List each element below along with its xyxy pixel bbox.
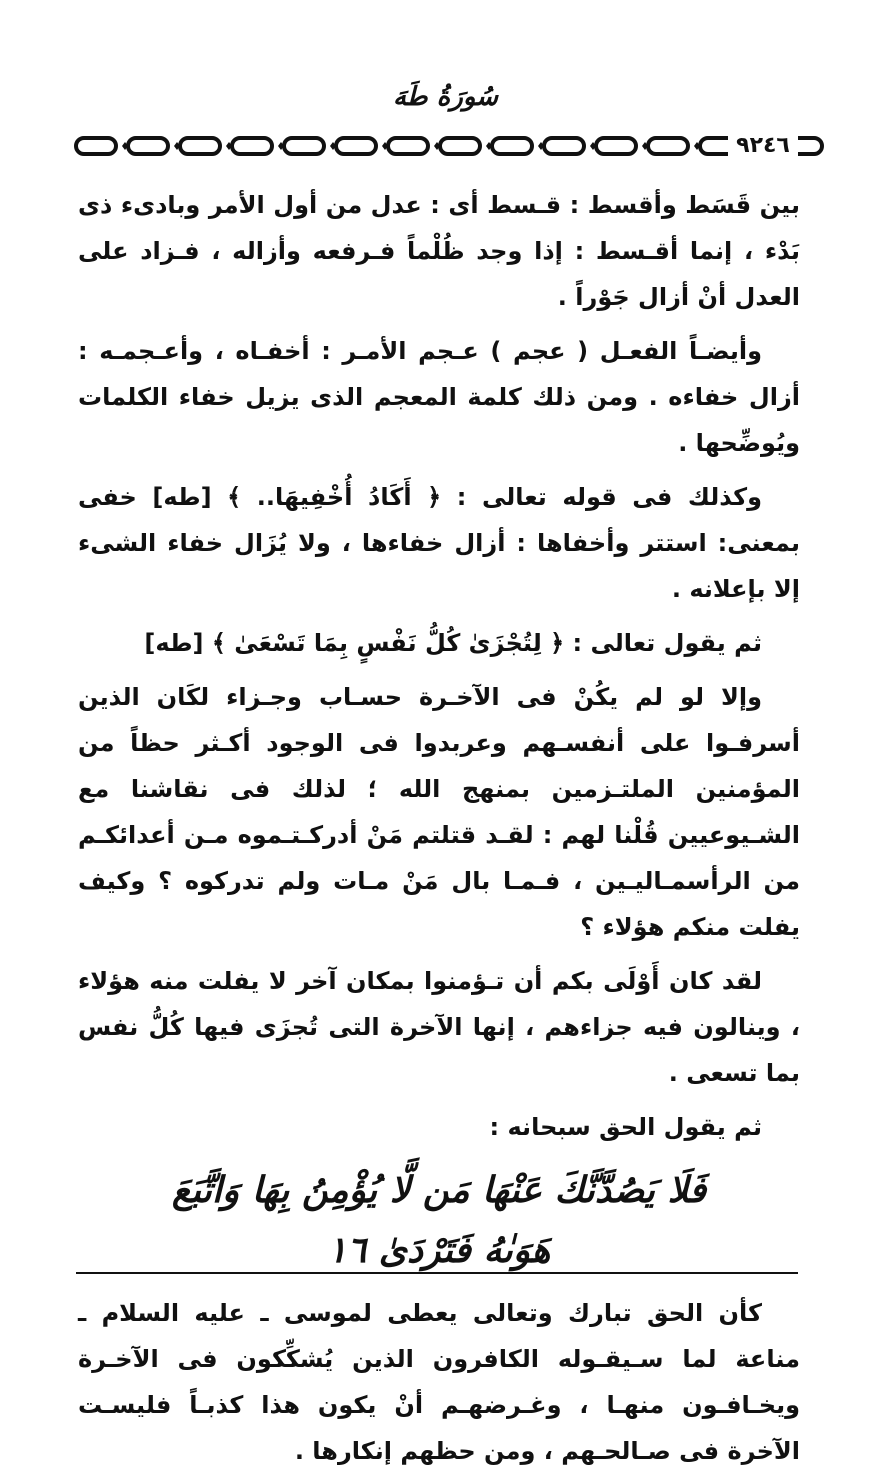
paragraph: بين قَسَط وأقسط : قـسط أى : عدل من أول الأمر وبادىء ذى بَدْء ، إنما أقـسط : إذا وجد ظُلْماً فـرفعه وأزاله ، فـزاد على العدل أنْ أزال جَوْراً . bbox=[78, 191, 800, 311]
footer-rule bbox=[76, 1272, 798, 1274]
verse-line: هَوَىٰهُ فَتَرْدَىٰ ١٦ bbox=[327, 1229, 551, 1271]
ornament-border bbox=[70, 132, 830, 160]
paragraph: كأن الحق تبارك وتعالى يعطى لموسى ـ عليه السلام ـ مناعة لما سـيقـوله الكافرون الذين يُشكِّكون فى الآخـرة ويخـافـون منهـا ، وغـرضهـم أنْ يكون هذا كذبـاً فليسـت الآخرة فى صـالحـهم ، ومن حظهم إنكارها . bbox=[78, 1299, 800, 1465]
paragraph: وإلا لو لم يكُنْ فى الآخـرة حسـاب وجـزاء لكَان الذين أسرفـوا على أنفسـهم وعربدوا فى الوجود أكـثر حظاً من المؤمنين الملتـزمين بمنهج الله ؛ لذلك فى نقاشنا مع الشـيوعيين قُلْنا لهم : لقـد قتلتم مَنْ أدركـتـموه مـن أعدائكـم من الرأسمـاليـين ، فـمـا بال مَنْ مـات ولم تدركوه ؟ وكيف يفلت منكم هؤلاء ؟ bbox=[78, 683, 800, 941]
quran-verse bbox=[78, 1160, 800, 1280]
surah-title: سُورَةُ طَهَ bbox=[392, 82, 499, 112]
page-number: ٩٢٤٦ bbox=[728, 134, 798, 158]
paragraph: لقد كان أَوْلَى بكم أن تـؤمنوا بمكان آخر لا يفلت منه هؤلاء ، وينالون فيه جزاءهم ، إنها الآخرة التى تُجزَى فيها كُلُّ نفس بما تسعى . bbox=[78, 967, 800, 1087]
body-text bbox=[78, 182, 800, 1482]
verse-line: فَلَا يَصُدَّنَّكَ عَنْهَا مَن لَّا يُؤْمِنُ بِهَا وَاتَّبَعَ bbox=[171, 1169, 707, 1211]
paragraph: ثم يقول تعالى : ﴿ لِتُجْزَىٰ كُلُّ نَفْسٍ بِمَا تَسْعَىٰ ﴾ [طه] bbox=[144, 629, 762, 657]
paragraph: ثم يقول الحق سبحانه : bbox=[489, 1113, 762, 1141]
paragraph: وكذلك فى قوله تعالى : ﴿ أَكَادُ أُخْفِيهَا.. ﴾ [طه] خفى بمعنى: استتر وأخفاها : أزال خفاءها ، ولا يُزَال خفاء الشىء إلا بإعلانه . bbox=[78, 483, 800, 603]
paragraph: وأيضـاً الفعـل ( عجم ) عـجم الأمـر : أخفـاه ، وأعـجمـه : أزال خفاءه . ومن ذلك كلمة المعجم الذى يزيل خفاء الكلمات ويُوضِّحها . bbox=[78, 337, 800, 457]
